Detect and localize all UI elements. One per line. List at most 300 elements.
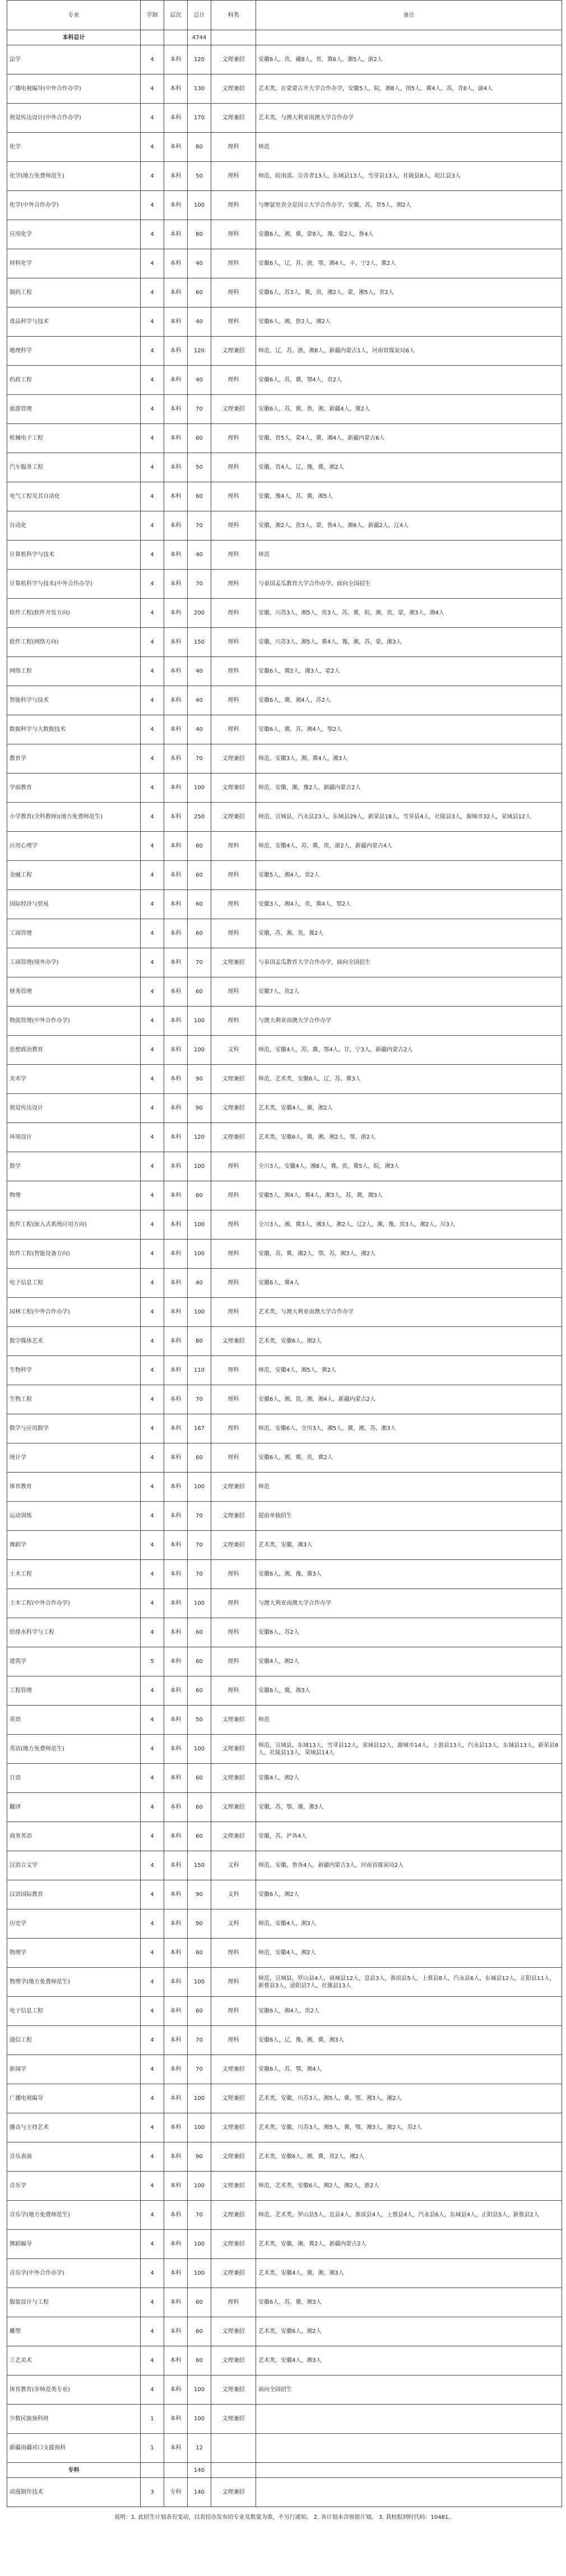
cell-level: 本科 <box>164 715 188 744</box>
cell-category: 文理兼招 <box>211 1764 256 1793</box>
cell-category: 文理兼招 <box>211 74 256 104</box>
cell-category: 文理兼招 <box>211 1735 256 1764</box>
cell-total: 40 <box>188 308 211 337</box>
table-row <box>7 1880 562 1909</box>
cell-category: 理科 <box>211 861 256 890</box>
cell-total: 70 <box>188 1531 211 1560</box>
cell-level: 本科 <box>164 1618 188 1647</box>
cell-duration: 4 <box>141 1327 164 1356</box>
cell-total: 100 <box>188 2084 211 2113</box>
cell-notes: 安徽6人，苏3人，冀，贵，湘2人，蒙，湘5人，晋2人 <box>256 278 562 308</box>
cell-notes: 安徽，苏，沪各4人 <box>256 1822 562 1851</box>
cell-category: 文科 <box>211 1036 256 1065</box>
cell-total: 100 <box>188 1968 211 1997</box>
cell-category: 理科 <box>211 366 256 395</box>
cell-notes: 艺术类，安徽，湘，冀2人，新疆内蒙古2人 <box>256 2230 562 2259</box>
cell-major: 软件工程(嵌入式系统应用方向) <box>7 1210 141 1240</box>
table-row <box>7 1676 562 1706</box>
cell-major: 音乐表演 <box>7 2142 141 2172</box>
cell-duration: 4 <box>141 1123 164 1152</box>
cell-level: 本科 <box>164 977 188 1007</box>
cell-total: 70 <box>188 395 211 424</box>
table-row <box>7 2346 562 2375</box>
cell-major: 汉语言文学 <box>7 1851 141 1880</box>
cell-level: 本科 <box>164 1036 188 1065</box>
cell-major: 工程管理 <box>7 1676 141 1706</box>
cell-notes: 安徽6人，辽，苏，浙，鄂，湘4人，丰，宁2人，冀2人 <box>256 249 562 278</box>
cell-major: 自动化 <box>7 511 141 541</box>
cell-notes: 安徽，川苏3人，湘5人，冀4人，豫，湘，苏，蒙，湘3人 <box>256 628 562 657</box>
cell-major: 法学 <box>7 45 141 74</box>
cell-total: 60 <box>188 1618 211 1647</box>
cell-level: 本科 <box>164 832 188 861</box>
cell-category: 理科 <box>211 1356 256 1385</box>
table-row <box>7 104 562 133</box>
cell-total: 100 <box>188 2375 211 2405</box>
cell-major: 体育教育 <box>7 1473 141 1502</box>
cell-category: 理科 <box>211 453 256 482</box>
cell-duration: 4 <box>141 1473 164 1502</box>
table-row <box>7 2230 562 2259</box>
col-header-notes: 备注 <box>256 1 562 30</box>
cell-notes: 艺术类，安徽4人，湘3人 <box>256 2346 562 2375</box>
cell-duration: 4 <box>141 278 164 308</box>
cell-duration: 4 <box>141 803 164 832</box>
cell-duration: 4 <box>141 599 164 628</box>
cell-level: 本科 <box>164 1880 188 1909</box>
cell-notes: 安徽，苏，冀，湘2人，鄂，苏，湘3人，湘2人 <box>256 1240 562 1269</box>
cell-level: 本科 <box>164 1909 188 1939</box>
cell-category: 文理兼招 <box>211 2317 256 2346</box>
cell-category: 文理兼招 <box>211 1123 256 1152</box>
cell-duration: 4 <box>141 744 164 774</box>
cell-category: 文理兼招 <box>211 1706 256 1735</box>
cell-duration: 4 <box>141 308 164 337</box>
col-header-duration: 学制 <box>141 1 164 30</box>
cell-major: 舞蹈学 <box>7 1531 141 1560</box>
cell-duration: 4 <box>141 1210 164 1240</box>
cell-duration: 4 <box>141 395 164 424</box>
table-row <box>7 1065 562 1094</box>
cell-duration: 4 <box>141 715 164 744</box>
cell-total: 70 <box>188 511 211 541</box>
cell-level: 本科 <box>164 1356 188 1385</box>
cell-category: 理科 <box>211 657 256 686</box>
cell-category: 理科 <box>211 686 256 715</box>
table-row <box>7 628 562 657</box>
cell-major: 国际经济与贸易 <box>7 890 141 919</box>
cell-total: 60 <box>188 832 211 861</box>
cell-category: 理科 <box>211 628 256 657</box>
cell-total: 70 <box>188 2055 211 2084</box>
cell-total: 40 <box>188 1269 211 1298</box>
cell-total: 40 <box>188 366 211 395</box>
cell-major: 应用心理学 <box>7 832 141 861</box>
cell-major: 汉语国际教育 <box>7 1880 141 1909</box>
cell-major: 广播电视编导 <box>7 2084 141 2113</box>
cell-major: 物理学 <box>7 1939 141 1968</box>
cell-category: 文理兼招 <box>211 2375 256 2405</box>
cell-major: 日语 <box>7 1764 141 1793</box>
cell-level: 本科 <box>164 366 188 395</box>
cell-level: 本科 <box>164 541 188 570</box>
cell-total: 120 <box>188 337 211 366</box>
cell-total: 80 <box>188 220 211 249</box>
section-blank <box>164 30 188 45</box>
cell-level: 本科 <box>164 1968 188 1997</box>
cell-notes: 师范 <box>256 133 562 162</box>
table-row <box>7 948 562 977</box>
cell-category: 文理兼招 <box>211 2201 256 2230</box>
cell-duration: 4 <box>141 366 164 395</box>
cell-total: 40 <box>188 541 211 570</box>
table-row <box>7 1298 562 1327</box>
cell-level: 本科 <box>164 1822 188 1851</box>
cell-notes: 师范 <box>256 541 562 570</box>
table-row <box>7 599 562 628</box>
cell-level: 本科 <box>164 424 188 453</box>
table-row <box>7 977 562 1007</box>
cell-total: 90 <box>188 1065 211 1094</box>
cell-duration: 4 <box>141 2230 164 2259</box>
cell-total: 60 <box>188 1793 211 1822</box>
cell-level: 本科 <box>164 948 188 977</box>
table-row <box>7 1968 562 1997</box>
cell-notes: 艺术类，安徽，湘3人 <box>256 1531 562 1560</box>
cell-level: 本科 <box>164 1939 188 1968</box>
cell-category: 理科 <box>211 1298 256 1327</box>
cell-level: 本科 <box>164 2259 188 2288</box>
cell-category: 文理兼招 <box>211 2172 256 2201</box>
cell-major: 汽车服务工程 <box>7 453 141 482</box>
cell-major: 软件工程(网络方向) <box>7 628 141 657</box>
cell-total: 70 <box>188 744 211 774</box>
cell-category: 理科 <box>211 1385 256 1414</box>
cell-level: 本科 <box>164 2230 188 2259</box>
cell-major: 新疆南疆对口支援预科 <box>7 2434 141 2463</box>
cell-category: 理科 <box>211 1997 256 2026</box>
cell-level: 本科 <box>164 2288 188 2317</box>
cell-notes: 师范，艺术类，安徽6人，辽，苏，冀3人 <box>256 1065 562 1094</box>
cell-total: 40 <box>188 686 211 715</box>
cell-major: 化学(中外合作办学) <box>7 191 141 220</box>
cell-category: 理科 <box>211 511 256 541</box>
table-row <box>7 482 562 511</box>
cell-total: 100 <box>188 2172 211 2201</box>
cell-level: 本科 <box>164 570 188 599</box>
table-row <box>7 45 562 74</box>
cell-category: 理科 <box>211 715 256 744</box>
cell-notes: 全川3人，湘，冀3人，湘3人，湘2人，辽2人，湘，豫，贵3人，湘2人，川3人 <box>256 1210 562 1240</box>
cell-level: 本科 <box>164 1473 188 1502</box>
cell-category: 理科 <box>211 1007 256 1036</box>
cell-total: 100 <box>188 1152 211 1181</box>
cell-notes: 师范 <box>256 1706 562 1735</box>
cell-level: 本科 <box>164 1735 188 1764</box>
cell-major: 建筑学 <box>7 1647 141 1676</box>
cell-duration: 3 <box>141 2478 164 2507</box>
cell-level: 本科 <box>164 249 188 278</box>
cell-major: 数学与应用数学 <box>7 1414 141 1443</box>
section-blank <box>141 2463 164 2478</box>
section-blank <box>256 30 562 45</box>
cell-level: 本科 <box>164 1443 188 1473</box>
cell-duration: 4 <box>141 2026 164 2055</box>
cell-major: 舞蹈编导 <box>7 2230 141 2259</box>
cell-level: 本科 <box>164 1181 188 1210</box>
cell-major: 药政工程 <box>7 366 141 395</box>
table-row <box>7 2172 562 2201</box>
cell-level: 本科 <box>164 511 188 541</box>
cell-total: 70 <box>188 2026 211 2055</box>
table-row <box>7 74 562 104</box>
cell-major: 计算机科学与技术 <box>7 541 141 570</box>
cell-duration: 4 <box>141 948 164 977</box>
table-row <box>7 424 562 453</box>
cell-major: 音乐学(地方免费师范生) <box>7 2201 141 2230</box>
cell-category: 理科 <box>211 1181 256 1210</box>
cell-category: 理科 <box>211 1939 256 1968</box>
cell-duration: 4 <box>141 133 164 162</box>
cell-category: 理科 <box>211 133 256 162</box>
table-row <box>7 395 562 424</box>
cell-notes: 师范，安徽，湘，豫2人，新疆内蒙古2人 <box>256 774 562 803</box>
cell-notes: 师范，宣城县，东域13人，雪芽县12人，荣域县12人，源城市14人，上游县13人，汽永县13人，东域县13人，新荣县8人，社陵县13人，荣域县14人 <box>256 1735 562 1764</box>
cell-total: 140 <box>188 2478 211 2507</box>
cell-major: 物理 <box>7 1181 141 1210</box>
cell-level: 本科 <box>164 1240 188 1269</box>
table-row <box>7 1269 562 1298</box>
cell-category: 文理兼招 <box>211 1065 256 1094</box>
table-row <box>7 1560 562 1589</box>
cell-duration: 4 <box>141 1618 164 1647</box>
cell-major: 生物科学 <box>7 1356 141 1385</box>
cell-category: 理科 <box>211 482 256 511</box>
cell-duration: 4 <box>141 1036 164 1065</box>
table-row <box>7 2259 562 2288</box>
cell-category: 理科 <box>211 919 256 948</box>
cell-total: 170 <box>188 104 211 133</box>
cell-major: 电子信息工程 <box>7 1997 141 2026</box>
cell-level: 本科 <box>164 686 188 715</box>
cell-level: 本科 <box>164 2142 188 2172</box>
cell-category: 文理兼招 <box>211 774 256 803</box>
cell-notes: 师范，安徽4人，湘3人 <box>256 1909 562 1939</box>
cell-category: 文理兼招 <box>211 2230 256 2259</box>
cell-duration: 1 <box>141 2405 164 2434</box>
cell-duration: 4 <box>141 1356 164 1385</box>
cell-duration: 4 <box>141 1298 164 1327</box>
cell-category: 文理兼招 <box>211 1531 256 1560</box>
cell-notes: 安徽6人，贵，藏8人，晋，冀6人，湘5人，浙2人 <box>256 45 562 74</box>
cell-total: 60 <box>188 1822 211 1851</box>
cell-duration: 4 <box>141 774 164 803</box>
cell-total: 60 <box>188 861 211 890</box>
cell-level: 专科 <box>164 2478 188 2507</box>
cell-category: 理科 <box>211 890 256 919</box>
cell-total: 100 <box>188 2259 211 2288</box>
cell-notes: 师范，艺术类，罗山县5人，息县4人，淮滨县4人，上蔡县4人，汽永县6人，东域县4人，正阳县5人，新蔡县2人 <box>256 2201 562 2230</box>
cell-level: 本科 <box>164 337 188 366</box>
cell-notes: 安徽6人，苏，冀，鲁，湘，新疆4人，冀2人 <box>256 395 562 424</box>
cell-category: 理科 <box>211 191 256 220</box>
cell-major: 思想政治教育 <box>7 1036 141 1065</box>
cell-notes: 安徽，湘2人，贵3人，蒙，鲁4人，湘6人，新疆2人，辽4人 <box>256 511 562 541</box>
cell-total: 100 <box>188 191 211 220</box>
table-row <box>7 1851 562 1880</box>
cell-duration: 4 <box>141 2346 164 2375</box>
cell-major: 土木工程 <box>7 1560 141 1589</box>
cell-duration: 4 <box>141 1181 164 1210</box>
cell-major: 动漫制作技术 <box>7 2478 141 2507</box>
cell-total: 150 <box>188 1851 211 1880</box>
cell-total: 100 <box>188 2230 211 2259</box>
cell-notes: 与泰国孟瓜教育大学合作办学，面向全国招生 <box>256 948 562 977</box>
cell-category: 理科 <box>211 977 256 1007</box>
cell-major: 少数民族预科班 <box>7 2405 141 2434</box>
cell-notes: 艺术类，安徽6人，冀，湘，湘2人，鄂，浙2人 <box>256 1123 562 1152</box>
cell-category: 理科 <box>211 1269 256 1298</box>
cell-major: 教育学 <box>7 744 141 774</box>
table-row <box>7 715 562 744</box>
cell-level: 本科 <box>164 1414 188 1443</box>
table-row <box>7 2026 562 2055</box>
cell-total: 90 <box>188 1909 211 1939</box>
cell-level: 本科 <box>164 1502 188 1531</box>
cell-notes: 安徽6人，湘，冀，蒙8人，豫，蒙2人，鲁4人 <box>256 220 562 249</box>
cell-notes: 与澳大利亚南澳大学合作办学 <box>256 1007 562 1036</box>
cell-level: 本科 <box>164 919 188 948</box>
cell-total: 100 <box>188 2405 211 2434</box>
cell-level: 本科 <box>164 482 188 511</box>
table-row <box>7 774 562 803</box>
table-row <box>7 657 562 686</box>
table-row <box>7 1443 562 1473</box>
cell-level: 本科 <box>164 890 188 919</box>
cell-major: 制药工程 <box>7 278 141 308</box>
cell-total: 90 <box>188 1094 211 1123</box>
cell-notes: 艺术类，在蒙蒙古开大学合作办学，安徽5人，皖，湘8人，图5人，冀4人，苏，青8人，渝4人 <box>256 74 562 104</box>
cell-category: 理科 <box>211 1968 256 1997</box>
cell-category: 理科 <box>211 1414 256 1443</box>
cell-major: 视觉传达设计 <box>7 1094 141 1123</box>
cell-duration: 4 <box>141 1880 164 1909</box>
cell-duration: 4 <box>141 1385 164 1414</box>
cell-category: 理科 <box>211 570 256 599</box>
table-row <box>7 1210 562 1240</box>
cell-level: 本科 <box>164 2026 188 2055</box>
cell-duration: 4 <box>141 919 164 948</box>
cell-notes: 艺术类，与澳大利亚南澳大学合作办学 <box>256 1298 562 1327</box>
cell-total: 150 <box>188 628 211 657</box>
cell-duration: 4 <box>141 2113 164 2142</box>
cell-level: 本科 <box>164 1269 188 1298</box>
cell-duration: 4 <box>141 1443 164 1473</box>
cell-total: 60 <box>188 919 211 948</box>
cell-level: 本科 <box>164 1007 188 1036</box>
cell-duration: 4 <box>141 1531 164 1560</box>
table-row <box>7 453 562 482</box>
cell-duration: 4 <box>141 2201 164 2230</box>
cell-major: 运动训练 <box>7 1502 141 1531</box>
cell-level: 本科 <box>164 803 188 832</box>
cell-duration: 4 <box>141 1706 164 1735</box>
cell-notes: 安徽7人，贵2人 <box>256 977 562 1007</box>
cell-total: 40 <box>188 657 211 686</box>
cell-category: 理科 <box>211 1443 256 1473</box>
cell-notes: 安徽6人，冀4人 <box>256 1269 562 1298</box>
cell-level: 本科 <box>164 744 188 774</box>
table-row <box>7 2317 562 2346</box>
cell-notes: 安徽，晋5人，蒙4人，冀，湘4人，新疆内蒙古6人 <box>256 424 562 453</box>
cell-total: 70 <box>188 1502 211 1531</box>
cell-major: 物流管理(中外合作办学) <box>7 1007 141 1036</box>
cell-major: 播音与主持艺术 <box>7 2113 141 2142</box>
cell-duration: 4 <box>141 1793 164 1822</box>
section-total: 4744 <box>188 30 211 45</box>
cell-level: 本科 <box>164 191 188 220</box>
col-header-category: 科类 <box>211 1 256 30</box>
cell-level: 本科 <box>164 1094 188 1123</box>
cell-major: 智能科学与技术 <box>7 686 141 715</box>
cell-level: 本科 <box>164 2201 188 2230</box>
cell-level: 本科 <box>164 1531 188 1560</box>
cell-category: 理科 <box>211 308 256 337</box>
cell-major: 广播电视编导(中外合作办学) <box>7 74 141 104</box>
cell-major: 统计学 <box>7 1443 141 1473</box>
cell-category: 文理兼招 <box>211 2405 256 2434</box>
cell-major: 给排水科学与工程 <box>7 1618 141 1647</box>
cell-category: 文科 <box>211 1851 256 1880</box>
table-row <box>7 337 562 366</box>
table-row <box>7 1793 562 1822</box>
table-row <box>7 278 562 308</box>
cell-notes: 与泰国孟瓜教育大学合作办学，面向全国招生 <box>256 570 562 599</box>
cell-notes: 安徽6人，苏，冀，湘3人 <box>256 2288 562 2317</box>
cell-category: 文理兼招 <box>211 2084 256 2113</box>
cell-notes: 与澳大利亚南澳大学合作办学 <box>256 1589 562 1618</box>
cell-category: 文理兼招 <box>211 1473 256 1502</box>
col-header-major: 专业 <box>7 1 141 30</box>
cell-duration: 4 <box>141 1822 164 1851</box>
cell-duration: 4 <box>141 249 164 278</box>
cell-category: 文理兼招 <box>211 2346 256 2375</box>
cell-category: 文理兼招 <box>211 104 256 133</box>
table-row <box>7 1822 562 1851</box>
cell-major: 土木工程(中外合作办学) <box>7 1589 141 1618</box>
cell-notes: 艺术类，安徽6人，湘2人 <box>256 1327 562 1356</box>
table-row <box>7 1473 562 1502</box>
cell-notes <box>256 2478 562 2507</box>
page <box>7 0 562 2523</box>
cell-duration: 4 <box>141 424 164 453</box>
section-blank <box>141 30 164 45</box>
cell-total: 100 <box>188 1589 211 1618</box>
cell-level: 本科 <box>164 1764 188 1793</box>
cell-category: 理科 <box>211 2026 256 2055</box>
cell-major: 园林工程(中外合作办学) <box>7 1298 141 1327</box>
cell-major: 通信工程 <box>7 2026 141 2055</box>
cell-total: 100 <box>188 774 211 803</box>
table-row <box>7 1618 562 1647</box>
cell-category: 文理兼招 <box>211 337 256 366</box>
cell-duration: 4 <box>141 1094 164 1123</box>
cell-total: 70 <box>188 1385 211 1414</box>
cell-level: 本科 <box>164 1793 188 1822</box>
cell-duration: 4 <box>141 1676 164 1706</box>
cell-level: 本科 <box>164 45 188 74</box>
cell-total: 80 <box>188 133 211 162</box>
